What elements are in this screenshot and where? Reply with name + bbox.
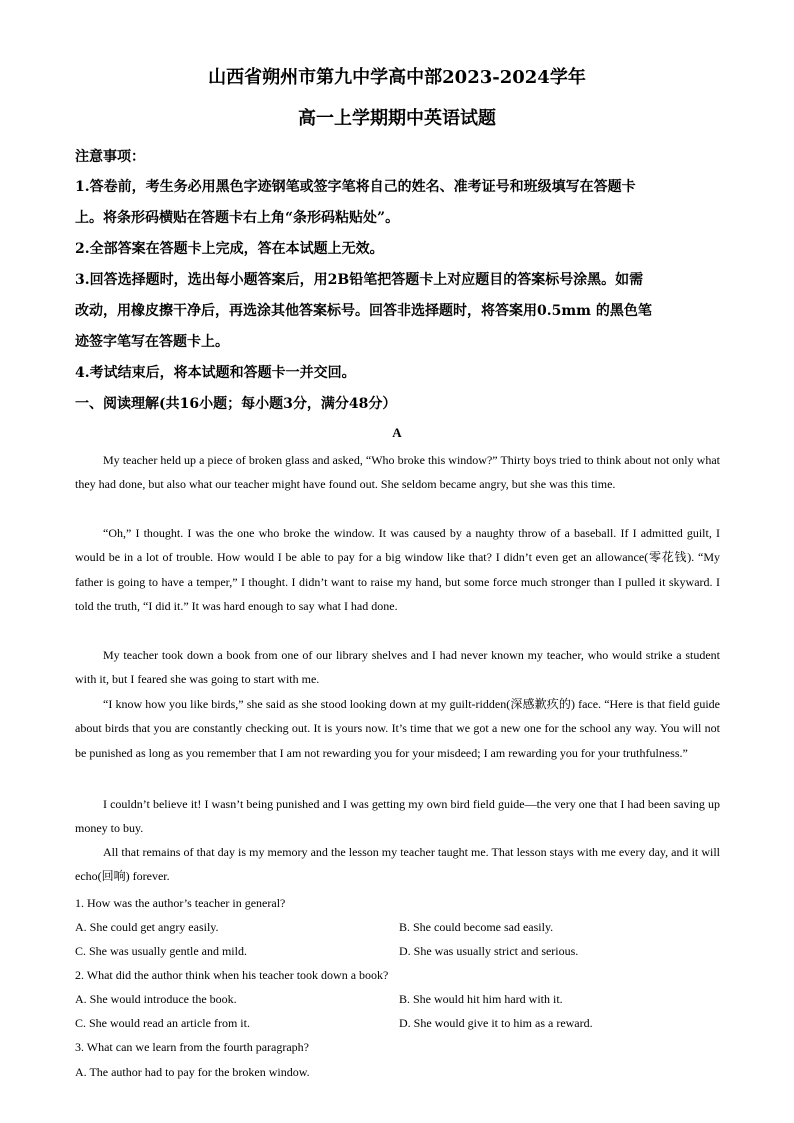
option: A. She would introduce the book. (75, 992, 237, 1006)
option: B. She could become sad easily. (399, 920, 554, 934)
option: C. She would read an article from it. (75, 1016, 250, 1030)
notes-line: 改动，用橡皮擦干净后，再选涂其他答案标号。回答非选择题时，将答案用0.5mm 的黑色笔 (75, 303, 652, 319)
section-heading: 一、阅读理解(共16小题；每小题3分，满分48分） (75, 396, 397, 412)
option: D. She would give it to him as a reward. (399, 1016, 593, 1030)
option: A. The author had to pay for the broken window. (75, 1065, 310, 1079)
notes-heading: 注意事项： (75, 149, 145, 165)
passage-paragraph: My teacher held up a piece of broken glass and asked, “Who broke this window?” Thirty boys tried to think about not only what they had done, but also what our teacher might have found out. She seldom became angry, but she was this time. (75, 453, 720, 492)
notes-line: 2.全部答案在答题卡上完成，答在本试题上无效。 (75, 241, 384, 257)
notes-line: 3.回答选择题时，选出每小题答案后，用2B铅笔把答题卡上对应题目的答案标号涂黑。如需 (75, 272, 644, 288)
passage-paragraph: I couldn’t believe it! I wasn’t being punished and I was getting my own bird field guide—the very one that I had been saving up money to buy. (75, 797, 720, 836)
passage-paragraph: My teacher took down a book from one of our library shelves and I had never known my teacher, who would strike a student with it, but I feared she was going to start with me. (75, 648, 720, 687)
passage-paragraph: All that remains of that day is my memory and the lesson my teacher taught me. That lesson stays with me every day, and it will echo(回响) forever. (75, 845, 720, 884)
question-stem: 3. What can we learn from the fourth paragraph? (75, 1040, 310, 1054)
passage-paragraph: “Oh,” I thought. I was the one who broke the window. It was caused by a naughty throw of a baseball. If I admitted guilt, I would be in a lot of trouble. How would I be able to pay for a big window like that? I didn’t even get an allowance(零花钱). “My father is going to have a temper,” I thought. I didn’t want to raise my hand, but some force much stronger than I pulled it skyward. I told the truth, “I did it.” It was hard enough to say what I had done. (75, 526, 720, 614)
question-stem: 2. What did the author think when his teacher took down a book? (75, 968, 389, 982)
notes-line: 迹签字笔写在答题卡上。 (75, 334, 229, 350)
option: B. She would hit him hard with it. (399, 992, 563, 1006)
passage-label: A (392, 425, 402, 440)
exam-title-line1: 山西省朔州市第九中学高中部2023-2024学年 (208, 67, 586, 88)
exam-title-line2: 高一上学期期中英语试题 (298, 108, 496, 129)
option: C. She was usually gentle and mild. (75, 944, 247, 958)
notes-line: 4.考试结束后，将本试题和答题卡一并交回。 (75, 365, 356, 381)
passage-paragraph: “I know how you like birds,” she said as she stood looking down at my guilt-ridden(深感歉疚的) face. “Here is that field guide about birds that you are constantly checking out. It is yours now. It’s time that we got a new one for the school any way. You will not be punished as long as you remember that I am not rewarding you for your misdeed; I am rewarding you for your truthfulness.” (75, 697, 720, 760)
notes-line: 上。将条形码横贴在答题卡右上角“条形码粘贴处”。 (75, 210, 400, 226)
option: A. She could get angry easily. (75, 920, 219, 934)
option: D. She was usually strict and serious. (399, 944, 579, 958)
question-stem: 1. How was the author’s teacher in general? (75, 896, 286, 910)
notes-line: 1.答卷前，考生务必用黑色字迹钢笔或签字笔将自己的姓名、准考证号和班级填写在答题卡 (75, 179, 636, 195)
